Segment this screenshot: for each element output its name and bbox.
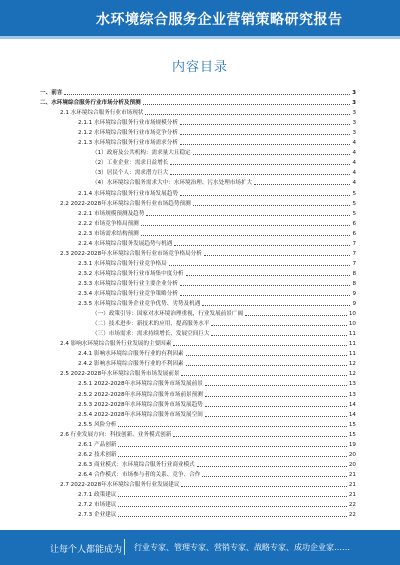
toc-entry[interactable]	[60, 249, 356, 257]
footer-slogan-left: 让每个人都能成为	[50, 545, 123, 555]
toc-entry-text: 2.3.1 水环境综合服务行业竞争格局	[78, 260, 167, 267]
toc-entry[interactable]	[92, 319, 356, 327]
toc-entry-text: 2.5.1 2022-2028年水环境综合服务市场发展前景	[78, 381, 203, 388]
toc-dot-leader	[173, 345, 347, 346]
toc-entry[interactable]	[78, 349, 356, 357]
toc-dot-leader	[211, 335, 346, 336]
toc-page-number: 15	[348, 421, 356, 428]
toc-entry[interactable]	[78, 289, 356, 297]
toc-dot-leader	[205, 396, 347, 397]
toc-dot-leader	[211, 325, 346, 326]
toc-entry[interactable]	[60, 339, 356, 347]
toc-page-number: 9	[352, 291, 356, 297]
toc-entry-text: 二、水环境综合服务行业市场分析及预测	[40, 100, 141, 107]
toc-entry-text: 2.6 行业发展方向：科技创新、业务模式创新	[60, 431, 172, 438]
toc-dot-leader	[64, 94, 350, 95]
toc-dot-leader	[118, 456, 346, 457]
toc-dot-leader	[118, 496, 346, 497]
toc-entry-text: （4）水环境综合服务需求大中：水环境治理、污水处理市场扩大	[92, 180, 253, 187]
toc-dot-leader	[143, 104, 350, 105]
toc-page-number: 21	[348, 471, 356, 478]
toc-page-number: 3	[352, 90, 356, 96]
toc-page-number: 4	[352, 160, 356, 167]
toc-page-number: 22	[348, 512, 356, 519]
toc-dot-leader	[202, 476, 347, 477]
toc-dot-leader	[180, 195, 351, 196]
toc-page-number: 4	[352, 170, 356, 177]
toc-entry-text: 2.5 2022-2028年水环境综合服务市场发展前景	[60, 371, 180, 378]
toc-entry-text: 2.3.2 水环境综合服务行业市场集中度分析	[78, 270, 184, 277]
toc-entry-text: 2.6.3 商业模式：水环境综合服务行业商业模式	[78, 461, 195, 468]
toc-entry[interactable]	[78, 420, 356, 428]
toc-entry[interactable]	[78, 128, 356, 136]
toc-entry[interactable]	[92, 178, 356, 186]
toc-dot-leader	[204, 255, 351, 256]
toc-entry-text: 2.4 影响水环境综合服务行业发展的主要因素	[60, 341, 172, 348]
toc-entry[interactable]	[78, 490, 356, 498]
toc-page-number: 4	[352, 140, 356, 147]
toc-entry[interactable]	[78, 510, 356, 518]
toc-page-number: 7	[352, 260, 356, 267]
toc-dot-leader	[118, 446, 346, 447]
toc-entry[interactable]	[78, 189, 356, 197]
toc-entry-text: 2.3.4 水环境综合服务行业竞争策略分析	[78, 291, 178, 297]
toc-entry-text: 2.2.1 市场规模预测及趋势	[78, 210, 145, 217]
toc-entry[interactable]	[78, 440, 356, 448]
toc-entry[interactable]	[60, 430, 356, 438]
toc-entry-text: 2.5.5 风险分析	[78, 421, 117, 428]
toc-entry-text: （2）工业企业：需求日益增长	[92, 160, 169, 167]
toc-entry[interactable]	[78, 400, 356, 408]
toc-entry-text: 2.1.1 水环境综合服务行业市场规模分析	[78, 120, 178, 127]
toc-page-number: 5	[352, 210, 356, 217]
toc-page-number: 4	[352, 150, 356, 157]
toc-dot-leader	[169, 265, 351, 266]
toc-dot-leader	[180, 285, 351, 286]
toc-page-number: 7	[352, 250, 356, 257]
toc-page-number: 13	[348, 381, 356, 388]
toc-entry[interactable]	[60, 108, 356, 116]
toc-dot-leader	[181, 486, 346, 487]
toc-page-number: 12	[348, 361, 356, 368]
toc-dot-leader	[205, 385, 347, 386]
toc-page-number: 8	[352, 280, 356, 287]
toc-page-number: 3	[352, 120, 356, 127]
toc-dot-leader	[118, 426, 346, 427]
toc-dot-leader	[118, 506, 346, 507]
toc-page-number: 3	[352, 110, 356, 117]
toc-dot-leader	[186, 275, 351, 276]
toc-entry-text: 2.6.1 产品创新	[78, 441, 117, 448]
toc-entry[interactable]	[78, 410, 356, 418]
toc-entry-text: （一）政策引导：国家对水环境治理重视，行业发展前景广阔	[92, 311, 244, 318]
toc-entry-text: 2.1.2 水环境综合服务行业市场竞争分析	[78, 130, 178, 137]
toc-dot-leader	[170, 164, 350, 165]
toc-entry-text: 2.7.1 政策建议	[78, 492, 117, 498]
toc-entry[interactable]	[78, 259, 356, 267]
toc-entry-text: 2.7 2022-2028年水环境综合服务行业发展建议	[60, 481, 180, 488]
report-title: 水环境综合服务企业营销策略研究报告	[96, 12, 343, 28]
toc-dot-leader	[170, 174, 350, 175]
toc-page-number: 8	[352, 270, 356, 277]
toc-dot-leader	[245, 315, 347, 316]
toc-page-number: 9	[352, 301, 356, 308]
toc-page-number: 12	[348, 371, 356, 378]
toc-entry[interactable]	[78, 118, 356, 126]
toc-dot-leader	[202, 305, 350, 306]
toc-page-number: 20	[348, 451, 356, 458]
toc-page-number: 6	[352, 220, 356, 227]
toc-entry[interactable]	[78, 269, 356, 277]
toc-dot-leader	[180, 124, 351, 125]
toc-entry-text: （3）居民个人：需求潜力巨大	[92, 170, 169, 177]
toc-entry-text: 2.1.4 水环境综合服务行业市场发展趋势	[78, 190, 178, 197]
toc-entry[interactable]	[60, 480, 356, 488]
toc-heading: 内容目录	[171, 60, 228, 75]
toc-entry[interactable]	[92, 158, 356, 166]
toc-entry-text: （三）市场需求：需求持续增长，发展空间巨大	[92, 331, 210, 338]
toc-entry-text: 2.2 2022-2028年水环境综合服务行业市场趋势预测	[60, 200, 191, 207]
toc-entry-text: 2.6.4 合作模式：市场参与者的关系、竞争、合作	[78, 471, 201, 478]
toc-entry[interactable]	[40, 88, 356, 96]
toc-dot-leader	[173, 436, 347, 437]
toc-dot-leader	[193, 205, 351, 206]
toc-page-number: 11	[348, 341, 356, 348]
toc-entry[interactable]	[78, 279, 356, 287]
toc-page-number: 6	[352, 230, 356, 237]
toc-entry[interactable]	[78, 138, 356, 146]
toc-page-number: 19	[348, 441, 356, 448]
toc-entry[interactable]	[60, 199, 356, 207]
toc-entry[interactable]	[78, 229, 356, 237]
toc-page-number: 20	[348, 461, 356, 468]
toc-entry[interactable]	[78, 209, 356, 217]
toc-entry-text: 2.7.3 企业建议	[78, 512, 117, 519]
footer-divider	[124, 539, 125, 555]
toc-page-number: 22	[348, 502, 356, 509]
toc-dot-leader	[181, 375, 346, 376]
toc-page-number: 7	[352, 240, 356, 247]
toc-page-number: 5	[352, 190, 356, 197]
toc-entry[interactable]	[40, 98, 356, 106]
toc-entry[interactable]	[60, 369, 356, 377]
toc-entry[interactable]	[78, 460, 356, 468]
footer-bar	[0, 530, 400, 565]
toc-dot-leader	[180, 134, 351, 135]
toc-page-number: 15	[348, 431, 356, 438]
toc-entry-text: 2.5.4 2022-2028年水环境综合服务市场发展空间	[78, 411, 203, 418]
toc-entry[interactable]	[78, 379, 356, 387]
toc-entry-text: 2.5.3 2022-2028年水环境综合服务市场发展趋势	[78, 401, 203, 408]
toc-dot-leader	[174, 245, 350, 246]
toc-entry-text: 2.4.2 影响水环境综合服务行业的不利因素	[78, 361, 184, 368]
toc-page-number: 11	[348, 351, 356, 358]
toc-entry-text: 2.2.4 水环境综合服务发展趋势与机遇	[78, 240, 173, 247]
toc-page-number: 13	[348, 391, 356, 398]
toc-entry[interactable]	[78, 359, 356, 367]
toc-entry[interactable]	[78, 299, 356, 307]
toc-entry[interactable]	[92, 168, 356, 176]
toc-dot-leader	[141, 225, 351, 226]
toc-page-number: 14	[348, 401, 356, 408]
toc-dot-leader	[180, 144, 351, 145]
toc-dot-leader	[205, 406, 347, 407]
toc-dot-leader	[186, 355, 347, 356]
toc-dot-leader	[186, 365, 347, 366]
toc-dot-leader	[146, 215, 350, 216]
toc-entry-text: （二）技术进步：新技术的应用，提高服务水平	[92, 321, 210, 328]
toc-entry[interactable]	[92, 329, 356, 337]
toc-dot-leader	[197, 466, 347, 467]
toc-page-number: 3	[352, 100, 356, 107]
toc-entry-text: 2.2.2 市场竞争格局预测	[78, 220, 139, 227]
toc-entry[interactable]	[78, 219, 356, 227]
toc-entry[interactable]	[92, 148, 356, 156]
toc-entry-text: 一、前言	[40, 90, 63, 96]
toc-page-number: 14	[348, 411, 356, 418]
toc-entry[interactable]	[92, 309, 356, 317]
toc-entry-text: 2.1 水环境综合服务行业市场现状	[60, 110, 144, 117]
toc-entry-text: 2.3 2022-2028年水环境综合服务行业市场竞争格局分析	[60, 250, 202, 257]
toc-page-number: 21	[348, 481, 356, 488]
toc-dot-leader	[193, 154, 351, 155]
toc-dot-leader	[141, 235, 351, 236]
toc-entry-text: 2.3.5 水环境综合服务企业竞争优势、劣势及机遇	[78, 301, 201, 308]
toc-entry[interactable]	[78, 390, 356, 398]
toc-page-number: 11	[348, 331, 356, 338]
toc-entry-text: 2.4.1 影响水环境综合服务行业的有利因素	[78, 351, 184, 358]
toc-dot-leader	[205, 416, 347, 417]
toc-page-number: 10	[348, 311, 356, 318]
toc-page-number: 4	[352, 180, 356, 187]
toc-page-number: 5	[352, 200, 356, 207]
toc-entry-text: （1）政府及公共机构：需求量大且稳定	[92, 150, 191, 157]
toc-entry[interactable]	[78, 500, 356, 508]
header-accent-line	[0, 36, 400, 39]
toc-entry-text: 2.7.2 市场建议	[78, 502, 117, 509]
toc-entry-text: 2.6.2 技术创新	[78, 451, 117, 458]
report-header-bar	[0, 0, 400, 36]
toc-dot-leader	[145, 114, 350, 115]
toc-page-number: 21	[348, 492, 356, 498]
toc-entry[interactable]	[78, 450, 356, 458]
toc-entry[interactable]	[78, 470, 356, 478]
toc-entry-text: 2.3.3 水环境综合服务行业主要企业分析	[78, 280, 178, 287]
toc-page-number: 3	[352, 130, 356, 137]
toc-dot-leader	[180, 295, 351, 296]
toc-entry-text: 2.1.3 水环境综合服务行业市场需求分析	[78, 140, 178, 147]
toc-entry-text: 2.2.3 市场需求结构预测	[78, 230, 139, 237]
footer-slogan-right: 行业专家、管理专家、营销专家、战略专家、成功企业家……	[134, 543, 350, 552]
toc-dot-leader	[254, 184, 350, 185]
toc-dot-leader	[118, 516, 346, 517]
toc-page-number: 10	[348, 321, 356, 328]
toc-entry-text: 2.5.2 2022-2028年水环境综合服务市场前景预测	[78, 391, 203, 398]
toc-entry[interactable]	[78, 239, 356, 247]
